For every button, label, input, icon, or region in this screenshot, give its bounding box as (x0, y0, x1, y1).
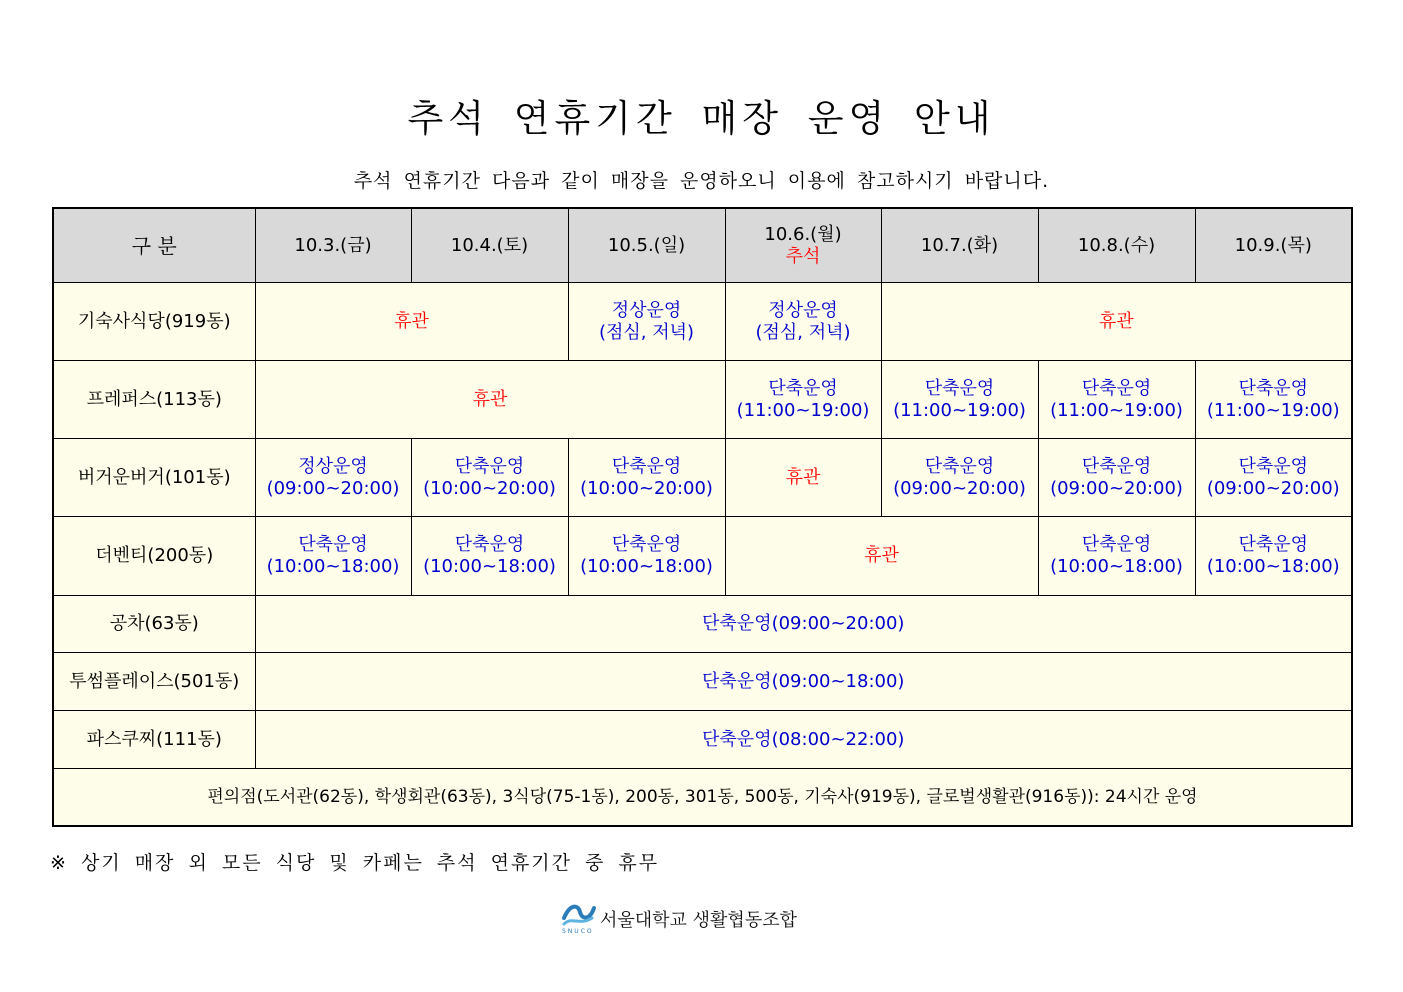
schedule-cell: 단축운영(09:00~20:00) (255, 595, 1352, 653)
header-day: 10.4.(토) (411, 208, 568, 283)
org-logo (560, 898, 820, 938)
schedule-cell: 단축운영 (11:00~19:00) (725, 361, 881, 439)
schedule-cell: 단축운영 (09:00~20:00) (1038, 439, 1195, 517)
convenience-store-note: 편의점(도서관(62동), 학생회관(63동), 3식당(75-1동), 200동, 301동, 500동, 기숙사(919동), 글로벌생활관(916동)): 24시간 운영 (53, 769, 1352, 826)
snuco-logo-icon (560, 898, 596, 930)
table-row (53, 283, 1352, 361)
schedule-cell: 단축운영 (10:00~20:00) (568, 439, 725, 517)
table-row (53, 595, 1352, 653)
schedule-cell: 단축운영 (09:00~20:00) (1195, 439, 1352, 517)
store-name: 더벤티(200동) (53, 517, 255, 595)
schedule-cell: 단축운영 (11:00~19:00) (1038, 361, 1195, 439)
header-label: 구 분 (53, 208, 255, 283)
table-footer-row (53, 769, 1352, 826)
table-row (53, 439, 1352, 517)
schedule-cell: 단축운영 (10:00~18:00) (1195, 517, 1352, 595)
schedule-cell: 휴관 (725, 517, 1038, 595)
schedule-cell: 단축운영 (10:00~20:00) (411, 439, 568, 517)
table-row (53, 711, 1352, 769)
page-subtitle: 추석 연휴기간 다음과 같이 매장을 운영하오니 이용에 참고하시기 바랍니다. (353, 170, 1050, 192)
schedule-cell: 단축운영 (10:00~18:00) (411, 517, 568, 595)
header-day: 10.9.(목) (1195, 208, 1352, 283)
store-name: 파스쿠찌(111동) (53, 711, 255, 769)
schedule-cell: 단축운영 (11:00~19:00) (1195, 361, 1352, 439)
schedule-cell: 휴관 (255, 361, 725, 439)
store-name: 프레퍼스(113동) (53, 361, 255, 439)
schedule-cell: 단축운영 (09:00~20:00) (881, 439, 1038, 517)
schedule-cell: 단축운영 (10:00~18:00) (255, 517, 411, 595)
schedule-cell: 휴관 (255, 283, 568, 361)
schedule-cell: 단축운영(09:00~18:00) (255, 653, 1352, 711)
header-day: 10.7.(화) (881, 208, 1038, 283)
store-name: 투썸플레이스(501동) (53, 653, 255, 711)
store-name: 기숙사식당(919동) (53, 283, 255, 361)
schedule-cell: 정상운영 (09:00~20:00) (255, 439, 411, 517)
schedule-cell: 휴관 (725, 439, 881, 517)
header-day: 10.5.(일) (568, 208, 725, 283)
org-name: 서울대학교 생활협동조합 (600, 910, 797, 931)
schedule-cell: 정상운영 (점심, 저녁) (568, 283, 725, 361)
table-row (53, 517, 1352, 595)
table-row (53, 653, 1352, 711)
header-day-holiday (725, 208, 881, 283)
closure-note: ※ 상기 매장 외 모든 식당 및 카페는 추석 연휴기간 중 휴무 (50, 852, 660, 874)
header-day: 10.8.(수) (1038, 208, 1195, 283)
schedule-cell: 단축운영(08:00~22:00) (255, 711, 1352, 769)
schedule-cell: 정상운영 (점심, 저녁) (725, 283, 881, 361)
store-name: 공차(63동) (53, 595, 255, 653)
page-title: 추석 연휴기간 매장 운영 안내 (407, 97, 996, 140)
schedule-table (52, 207, 1353, 827)
header-day: 10.6.(월) (764, 223, 842, 245)
schedule-cell: 휴관 (881, 283, 1352, 361)
logo-mark-text: SNUCO (562, 928, 594, 935)
holiday-note: 추석 (785, 245, 821, 267)
header-day: 10.3.(금) (255, 208, 411, 283)
schedule-cell: 단축운영 (10:00~18:00) (568, 517, 725, 595)
schedule-cell: 단축운영 (11:00~19:00) (881, 361, 1038, 439)
table-row (53, 361, 1352, 439)
schedule-cell: 단축운영 (10:00~18:00) (1038, 517, 1195, 595)
table-header-row (53, 208, 1352, 283)
store-name: 버거운버거(101동) (53, 439, 255, 517)
